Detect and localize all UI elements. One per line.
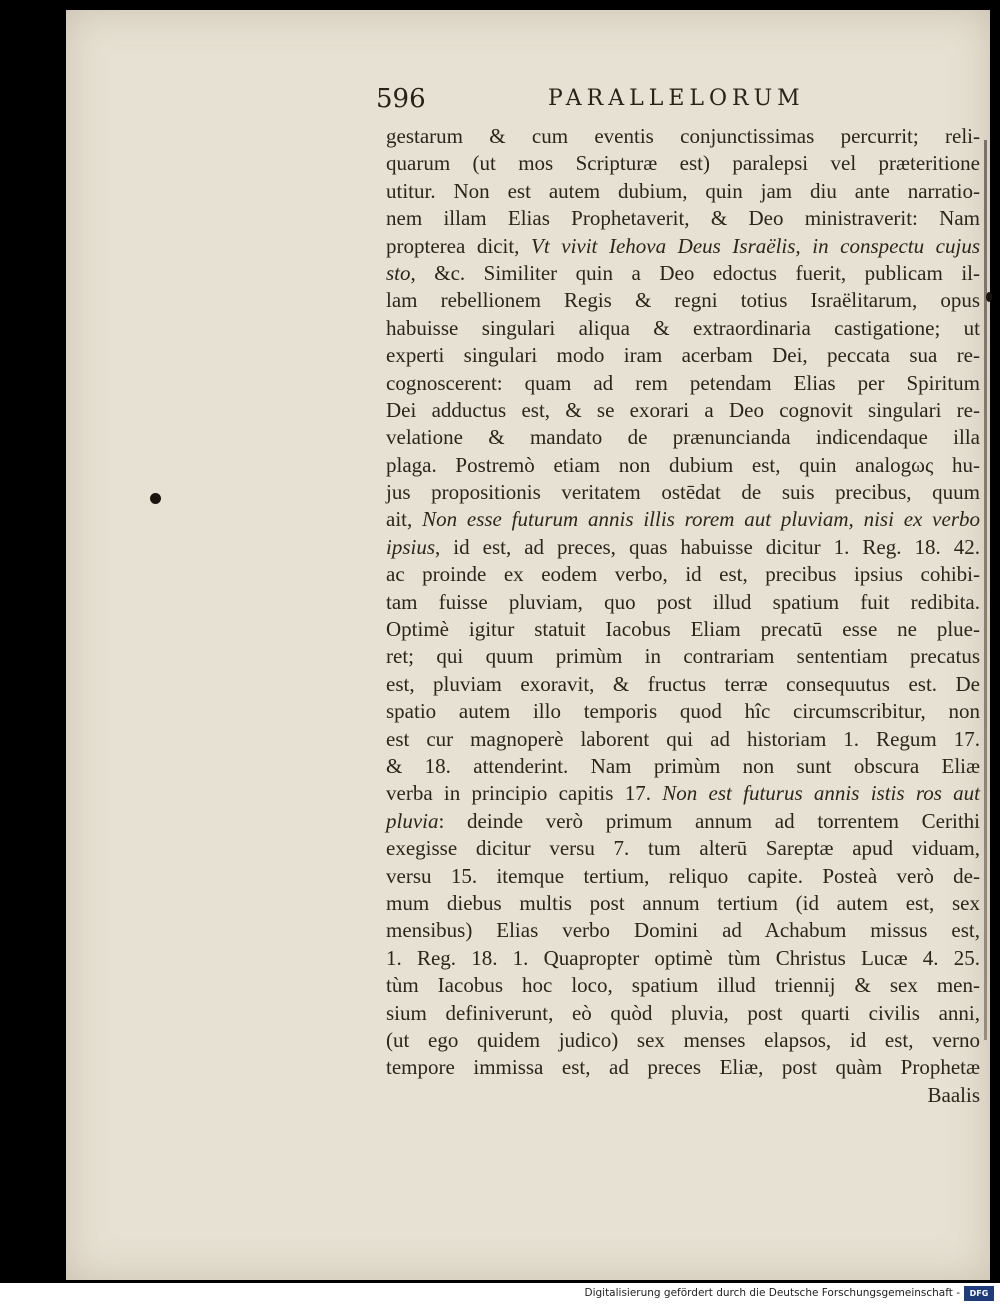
text-line [386, 534, 980, 561]
text-line [386, 123, 980, 150]
text-line [386, 370, 980, 397]
text-line [386, 972, 980, 999]
text-line [386, 397, 980, 424]
text-line [386, 178, 980, 205]
text-line [386, 616, 980, 643]
text-line [386, 589, 980, 616]
text-segment: tùm Iacobus hoc loco, spatium illud triennij & sex men- [386, 973, 980, 998]
text-segment: jus propositionis veritatem ostēdat de suis precibus, quum [386, 480, 980, 505]
text-segment: mensibus) Elias verbo Domini ad Achabum missus est, [386, 918, 980, 943]
text-segment: : deinde verò primum annum ad torrentem Cerithi [438, 808, 980, 833]
text-line [386, 698, 980, 725]
digitization-footer [0, 1283, 1000, 1305]
text-line [386, 917, 980, 944]
text-line [386, 890, 980, 917]
text-segment: utitur. Non est autem dubium, quin jam diu ante narratio- [386, 178, 980, 203]
text-segment: Optimè igitur statuit Iacobus Eliam precatū esse ne plue- [386, 617, 980, 642]
page-header [376, 84, 836, 118]
text-segment: ac proinde ex eodem verbo, id est, precibus ipsius cohibi- [386, 562, 980, 587]
text-segment: ret; qui quum primùm in contrariam sententiam precatus [386, 644, 980, 669]
text-line [386, 726, 980, 753]
text-segment: verba in principio capitis 17. [386, 781, 663, 806]
text-segment: nem illam Elias Prophetaverit, & Deo ministraverit: Nam [386, 206, 980, 231]
italic-quotation: Vt vivit Iehova Deus Israëlis, in conspectu cujus [531, 233, 981, 258]
text-segment: habuisse singulari aliqua & extraordinaria castigatione; ut [386, 315, 980, 340]
text-segment: ait, [386, 507, 423, 532]
text-line [386, 780, 980, 807]
text-segment: 1. Reg. 18. 1. Quapropter optimè tùm Christus Lucæ 4. 25. [386, 945, 980, 970]
text-line [386, 452, 980, 479]
page-number: 596 [376, 84, 426, 114]
text-line [386, 1054, 980, 1081]
text-line [386, 150, 980, 177]
running-title: PARALLELORUM [548, 86, 805, 111]
text-line [386, 753, 980, 780]
text-segment: velatione & mandato de prænuncianda indicendaque illa [386, 425, 980, 450]
text-segment: spatio autem illo temporis quod hîc circumscribitur, non [386, 699, 980, 724]
text-line [386, 315, 980, 342]
text-segment: experti singulari modo iram acerbam Dei, peccata sua re- [386, 343, 980, 368]
text-line [386, 1027, 980, 1054]
text-line [386, 424, 980, 451]
text-line [386, 643, 980, 670]
text-segment: tam fuisse pluviam, quo post illud spatium fuit redibita. [386, 589, 980, 614]
text-line [386, 233, 980, 260]
text-line [386, 479, 980, 506]
italic-quotation: pluvia [386, 808, 439, 833]
text-line [386, 863, 980, 890]
text-segment: , id est, ad preces, quas habuisse dicitur 1. Reg. 18. 42. [435, 534, 980, 559]
text-segment: mum diebus multis post annum tertium (id autem est, sex [386, 890, 980, 915]
text-line [386, 671, 980, 698]
text-segment: Dei adductus est, & se exorari a Deo cognovit singulari re- [386, 397, 980, 422]
italic-quotation: ipsius [386, 534, 436, 559]
text-line [386, 1000, 980, 1027]
italic-quotation: sto [386, 260, 411, 285]
italic-quotation: Non esse futurum annis illis rorem aut pluviam, nisi ex verbo [422, 507, 980, 532]
text-segment: , &c. Similiter quin a Deo edoctus fuerit, publicam il- [410, 260, 980, 285]
dfg-logo: DFG [964, 1286, 994, 1301]
text-segment: & 18. attenderint. Nam primùm non sunt obscura Eliæ [386, 753, 980, 778]
text-segment: quarum (ut mos Scripturæ est) paralepsi vel præteritione [386, 151, 980, 176]
footer-credit: Digitalisierung gefördert durch die Deutsche Forschungsgemeinschaft - [584, 1287, 960, 1299]
text-segment: propterea dicit, [386, 233, 532, 258]
text-segment: tempore immissa est, ad preces Eliæ, post quàm Prophetæ [386, 1055, 980, 1080]
text-segment: sium definiverunt, eò quòd pluvia, post quarti civilis anni, [386, 1000, 980, 1025]
text-line [386, 808, 980, 835]
text-line [386, 205, 980, 232]
text-segment: lam rebellionem Regis & regni totius Israëlitarum, opus [386, 288, 980, 313]
text-line [386, 342, 980, 369]
text-line [386, 506, 980, 533]
text-segment: est, pluviam exoravit, & fructus terræ consequutus est. De [386, 671, 980, 696]
italic-quotation: Non est futurus annis istis ros aut [662, 781, 980, 806]
page-right-edge [984, 140, 987, 1040]
text-segment: est cur magnoperè laborent qui ad historiam 1. Regum 17. [386, 726, 980, 751]
text-line [386, 835, 980, 862]
text-segment: exegisse dicitur versu 7. tum alterū Sareptæ apud viduam, [386, 836, 980, 861]
text-segment: versu 15. itemque tertium, reliquo capite. Posteà verò de- [386, 863, 980, 888]
text-segment: gestarum & cum eventis conjunctissimas percurrit; reli- [386, 124, 980, 148]
text-segment: plaga. Postremò etiam non dubium est, quin analogως hu- [386, 452, 980, 477]
text-line [386, 561, 980, 588]
text-line [386, 260, 980, 287]
text-segment: (ut ego quidem judico) sex menses elapsos, id est, verno [386, 1027, 980, 1052]
edge-ink-mark [986, 292, 992, 302]
text-line [386, 945, 980, 972]
catchword: Baalis [927, 1082, 980, 1107]
body-text [386, 123, 980, 1109]
ink-dot-mark [150, 493, 161, 504]
text-segment: cognoscerent: quam ad rem petendam Elias per Spiritum [386, 370, 980, 395]
text-line [386, 287, 980, 314]
